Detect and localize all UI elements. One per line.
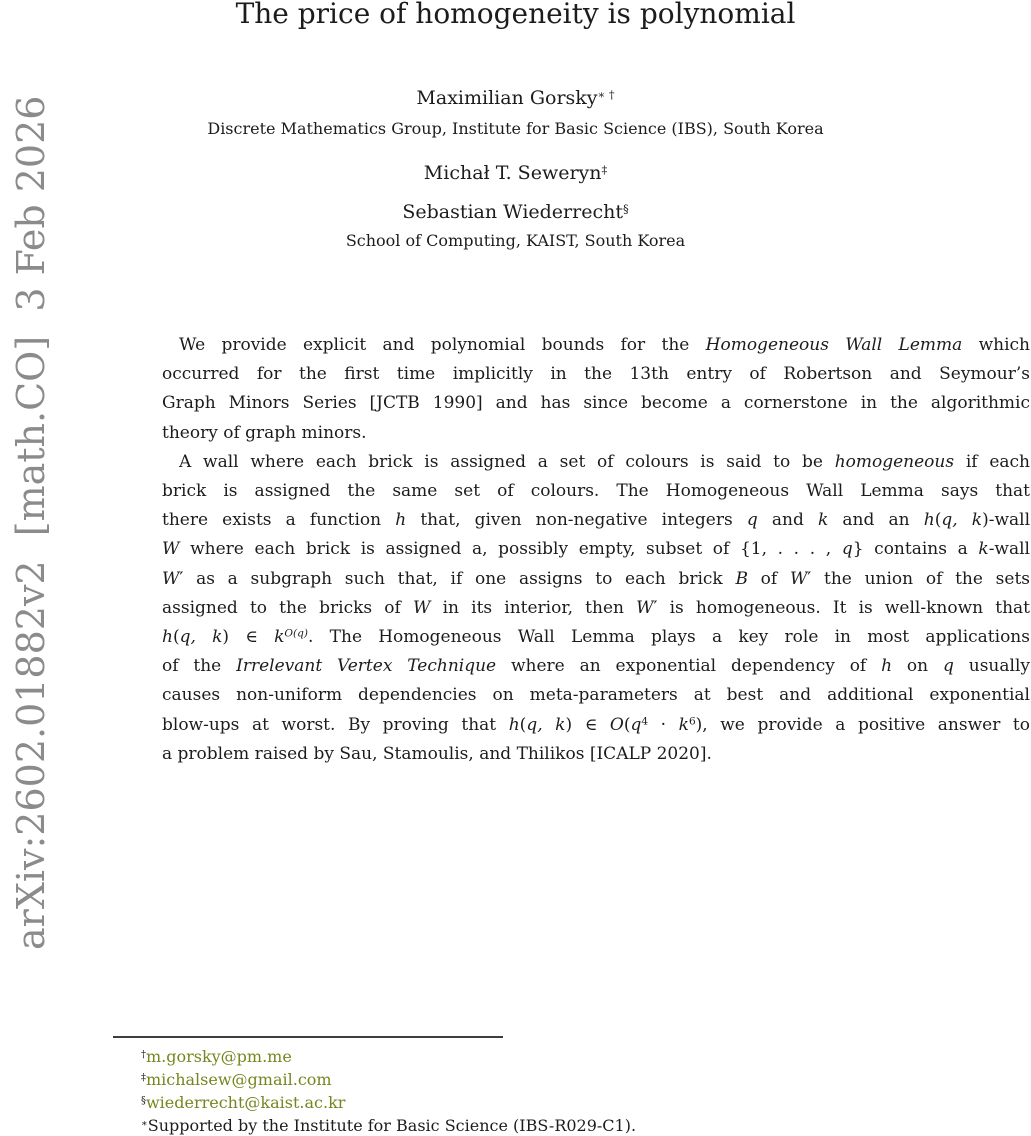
arxiv-watermark: arXiv:2602.01882v2 [math.CO] 3 Feb 2026: [9, 95, 53, 950]
abstract-line: causes non-uniform dependencies on meta-parameters at best and additional exponential: [162, 685, 1030, 706]
footnote-marker: †: [141, 1049, 146, 1061]
abstract-line: brick is assigned the same set of colours. The Homogeneous Wall Lemma says that: [162, 481, 1030, 502]
author-name-text: Maximilian Gorsky: [416, 87, 598, 109]
email-link[interactable]: michalsew@gmail.com: [145, 1070, 332, 1089]
footnotes: [113, 1036, 833, 1136]
footnote-item: [113, 1114, 833, 1136]
abstract-line: of the Irrelevant Vertex Technique where an exponential dependency of h on q usually: [162, 656, 1030, 677]
author-affiliation: School of Computing, KAIST, South Korea: [345, 231, 686, 250]
abstract-line: Graph Minors Series [JCTB 1990] and has since become a cornerstone in the algorithmic: [162, 393, 1030, 414]
footnote-list: [113, 1045, 833, 1136]
author-affiliation: Discrete Mathematics Group, Institute for Basic Science (IBS), South Korea: [207, 119, 824, 138]
author-name: [0, 161, 1031, 185]
author-footnote-marks: §: [622, 201, 629, 216]
author-name-text: Sebastian Wiederrecht: [402, 201, 623, 223]
author-name: [0, 86, 1031, 110]
author-footnote-marks: ‡: [601, 162, 608, 177]
abstract-line: assigned to the bricks of W in its interior, then W′ is homogeneous. It is well-known that: [162, 597, 1030, 618]
footnote-item: [113, 1091, 833, 1114]
footnote-marker: ‡: [141, 1072, 146, 1084]
abstract-line: theory of graph minors.: [162, 422, 367, 443]
email-link[interactable]: m.gorsky@pm.me: [145, 1047, 292, 1066]
footnote-item: [113, 1045, 833, 1068]
abstract-line: A wall where each brick is assigned a set of colours is said to be homogeneous if each: [179, 451, 1031, 472]
author-block: [0, 86, 1031, 251]
abstract-line: W′ as a subgraph such that, if one assigns to each brick B of W′ the union of the sets: [162, 568, 1030, 589]
abstract-line: occurred for the first time implicitly in the 13th entry of Robertson and Seymour’s: [162, 364, 1030, 385]
author-name-text: Michał T. Seweryn: [423, 162, 602, 184]
abstract-line: h(q, k) ∈ $k^{O(q)}$. The Homogeneous Wall Lemma plays a key role in most applications: [162, 627, 1030, 648]
abstract-line: We provide explicit and polynomial bounds for the Homogeneous Wall Lemma which: [179, 335, 1031, 355]
abstract-line: blow-ups at worst. By proving that h(q, k) ∈ $O(q^4 \cdot k^6)$, we provide a positive answer to: [162, 714, 1030, 735]
footnote-text: Supported by the Institute for Basic Science (IBS-R029-C1).: [147, 1116, 637, 1135]
email-link[interactable]: wiederrecht@kaist.ac.kr: [145, 1093, 346, 1112]
footnote-rule: [113, 1036, 503, 1038]
abstract-line: there exists a function h that, given non-negative integers q and k and an h(q, k)-wall: [162, 510, 1030, 531]
paper-title: The price of homogeneity is polynomial: [235, 0, 796, 30]
author-name: [0, 200, 1031, 224]
abstract-line: W where each brick is assigned a, possibly empty, subset of {1, . . . , q} contains a k-wall: [162, 539, 1030, 560]
abstract-line: a problem raised by Sau, Stamoulis, and Thilikos [ICALP 2020].: [162, 743, 712, 764]
author-footnote-marks: ∗ †: [597, 87, 615, 102]
footnote-marker: ∗: [141, 1118, 148, 1130]
abstract: [162, 331, 1030, 769]
footnote-marker: §: [141, 1095, 146, 1107]
footnote-item: [113, 1068, 833, 1091]
